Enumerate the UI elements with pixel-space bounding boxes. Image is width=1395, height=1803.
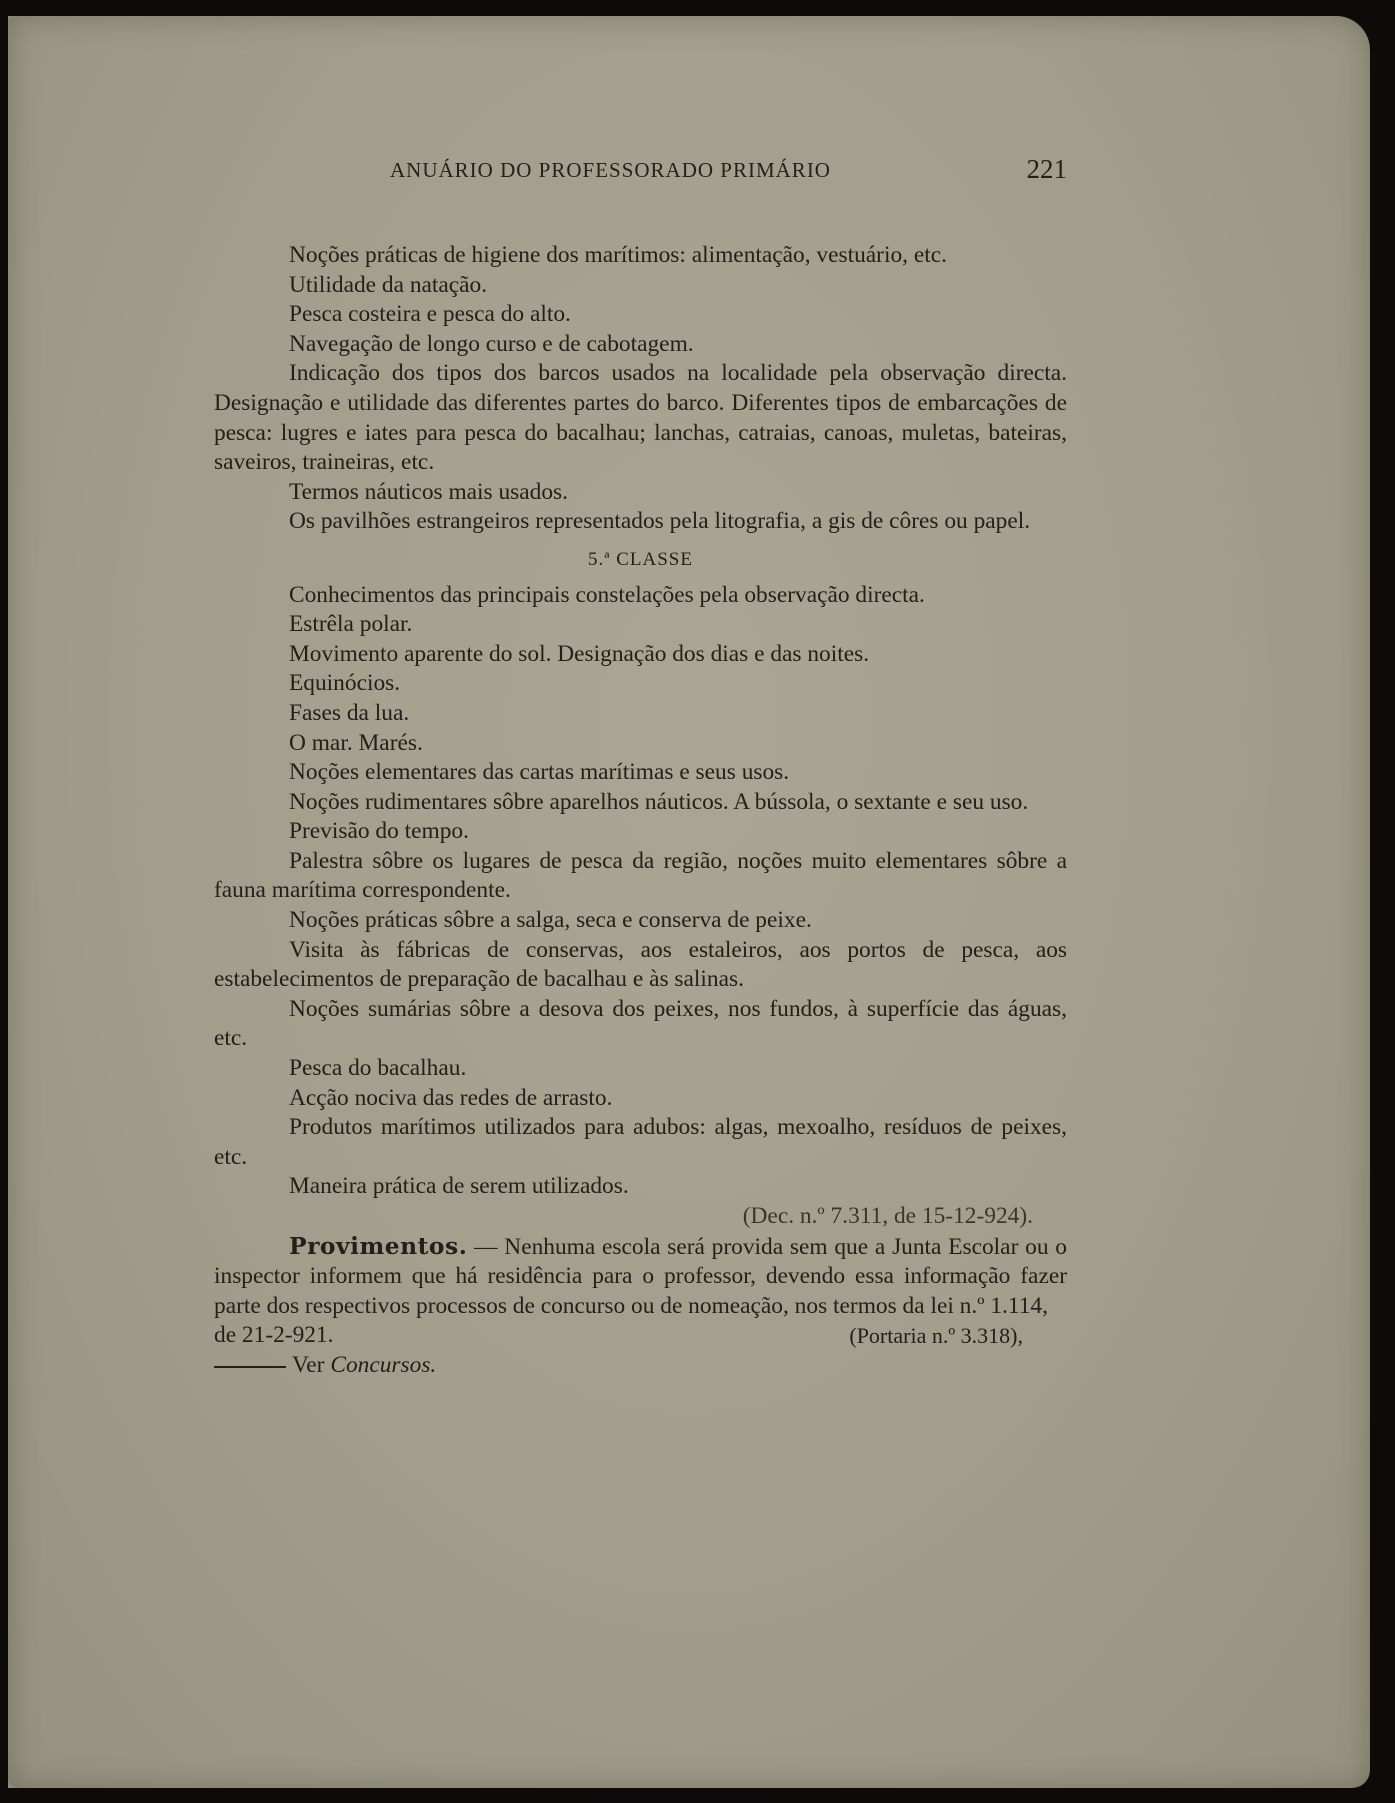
paragraph: Conhecimentos das principais constelações pela observação directa.	[289, 581, 925, 608]
paragraph: Termos náuticos mais usados.	[289, 478, 569, 505]
paragraph: Noções rudimentares sôbre aparelhos náuticos. A bússola, o sextante e seu uso.	[289, 788, 1029, 815]
paragraph: Utilidade da natação.	[289, 271, 488, 298]
paragraph: Acção nociva das redes de arrasto.	[289, 1084, 613, 1111]
paragraph: Noções práticas de higiene dos marítimos: alimentação, vestuário, etc.	[289, 242, 947, 268]
see-also-link: Concursos.	[330, 1351, 437, 1378]
page-number: 221	[1026, 154, 1067, 184]
entry-text: — Nenhuma escola será provida sem que a Junta Escolar ou o inspector informem que há residência para o professor, devendo essa informação fazer parte dos respectivos processos de concurso ou de nomeação, nos termos da lei n.º 1.114,	[214, 1233, 1067, 1319]
paragraph: Maneira prática de serem utilizados.	[289, 1173, 629, 1200]
provimentos-paragraph	[214, 1232, 1067, 1322]
see-also-dash	[214, 1366, 286, 1368]
decree-citation: (Dec. n.º 7.311, de 15-12-924).	[742, 1203, 1033, 1229]
paragraph: O mar. Marés.	[289, 729, 423, 756]
running-head: ANUÁRIO DO PROFESSORADO PRIMÁRIO	[390, 158, 831, 182]
paragraph: Movimento aparente do sol. Designação dos dias e das noites.	[289, 640, 870, 667]
page-body	[214, 241, 1067, 1381]
paragraph: Noções elementares das cartas marítimas e seus usos.	[289, 759, 790, 786]
paragraph: Produtos marítimos utilizados para adubos: algas, mexoalho, resíduos de peixes, etc.	[214, 1114, 1067, 1170]
portaria-reference: (Portaria n.º 3.318),	[849, 1323, 1023, 1349]
see-also-prefix: Ver	[292, 1351, 325, 1378]
paragraph: Navegação de longo curso e de cabotagem.	[289, 330, 694, 357]
paragraph: Pesca costeira e pesca do alto.	[289, 301, 571, 328]
paragraph: Palestra sôbre os lugares de pesca da região, noções muito elementares sôbre a fauna marítima correspondente.	[214, 847, 1067, 904]
paragraph: Os pavilhões estrangeiros representados pela litografia, a gis de côres ou papel.	[289, 508, 1031, 535]
paragraph: Equinócios.	[289, 670, 401, 697]
paragraph: Noções práticas sôbre a salga, seca e conserva de peixe.	[289, 907, 812, 934]
paragraph: Visita às fábricas de conservas, aos estaleiros, aos portos de pesca, aos estabelecimentos de preparação de bacalhau e às salinas.	[214, 936, 1067, 993]
paragraph: Fases da lua.	[289, 699, 410, 726]
paragraph: Noções sumárias sôbre a desova dos peixes, nos fundos, à superfície das águas, etc.	[214, 995, 1067, 1052]
section-heading: 5.ª CLASSE	[588, 548, 693, 570]
paragraph: Previsão do tempo.	[289, 818, 469, 845]
see-also	[214, 1351, 1067, 1381]
paragraph: Indicação dos tipos dos barcos usados na localidade pela observação directa. Designação e utilidade das diferentes partes do barco. Diferentes tipos de embarcações de pesca: lugres e iates para pesca do bacalhau; lanchas, catraias, canoas, muletas, bateiras, saveiros, traineiras, etc.	[214, 360, 1067, 476]
entry-date: de 21-2-921.	[214, 1322, 334, 1349]
provimentos-last-line	[214, 1321, 1067, 1351]
paragraph: Estrêla polar.	[289, 611, 413, 638]
entry-lead-in: Provimentos.	[289, 1231, 468, 1260]
paragraph: Pesca do bacalhau.	[289, 1055, 467, 1082]
